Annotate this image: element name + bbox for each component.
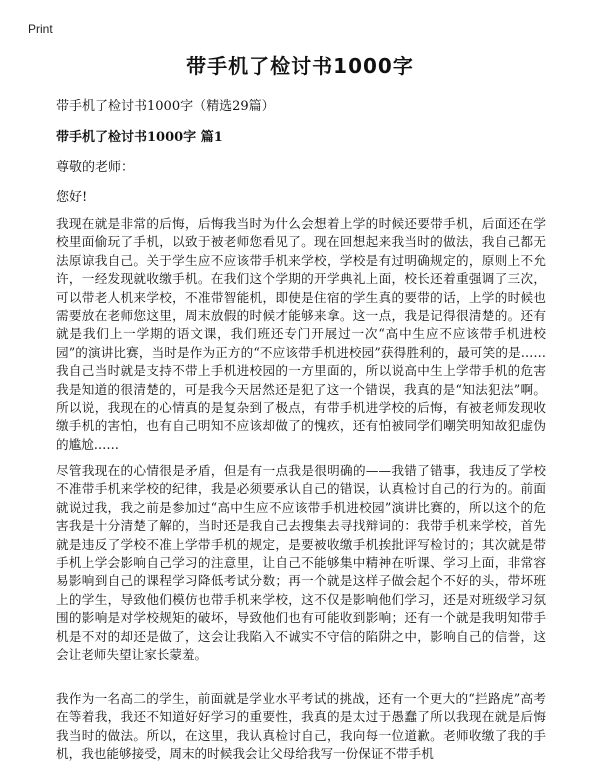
body-paragraph: 尽管我现在的心情很是矛盾，但是有一点我是很明确的——我错了错事，我违反了学校不准带手机来学校的纪律，我是必须要承认自己的错误，认真检讨自己的行为的。前面就说过我，我之前是参加过“高中生应不应该带手机进校园”演讲比赛的，所以这个的危害我是十分清楚了解的，当时还是我自己去搜集去寻找辩词的：我带手机来学校，首先就是违反了学校不准上学带手机的规定，是要被收缴手机挨批评写检讨的；其次就是带手机上学会影响自己学习的注意里，让自己不能够集中精神在听课、学习上面，非常容易影响到自己的课程学习降低考试分数；再一个就是这样子做会起个不好的头，带坏班上的学生，导致他们模仿也带手机来学校，这不仅是影响他们学习，还是对班级学习氛围的影响是对学校规矩的破坏，导致他们也有可能收到影响；还有一个就是我明知带手机是不对的却还是做了，这会让我陷入不诚实不守信的陷阱之中，影响自己的信誉，这会让老师失望让家长蒙羞。 [56,463,546,663]
document-title: 带手机了检讨书1000字 [186,54,414,78]
section-heading: 带手机了检讨书1000字 篇1 [56,130,223,145]
salutation: 尊敬的老师： [56,160,135,175]
document-subtitle: 带手机了检讨书1000字（精选29篇） [56,99,275,114]
print-link[interactable]: Print [28,22,53,36]
body-paragraph: 我作为一名高二的学生，前面就是学业水平考试的挑战，还有一个更大的“拦路虎”高考在等着我，我还不知道好好学习的重要性，我真的是太过于愚蠢了所以我现在就是后悔我当时的做法。所以，在这里，我认真检讨自己，我向每一位道歉。老师收缴了我的手机，我也能够接受，周末的时候我会让父母给我写一份保证不带手机 [56,691,546,762]
greeting: 您好! [56,190,88,205]
body-paragraph: 我现在就是非常的后悔，后悔我当时为什么会想着上学的时候还要带手机，后面还在学校里面偷玩了手机，以致于被老师您看见了。现在回想起来我当时的做法，我自己都无法原谅我自己。关于学生应不应该带手机来学校，学校是有过明确规定的，原则上不允许，一经发现就收缴手机。在我们这个学期的开学典礼上面，校长还着重强调了三次，可以带老人机来学校，不准带智能机，即使是住宿的学生真的要带的话，上学的时候也需要放在老师您这里，周末放假的时候才能够来拿。这一点，我是记得很清楚的。还有就是我们上一学期的语文课，我们班还专门开展过一次“高中生应不应该带手机进校园”的演讲比赛，当时是作为正方的“不应该带手机进校园”获得胜利的，最可笑的是……我自己当时就是支持不带上手机进校园的一方里面的，所以说高中生上学带手机的危害我是知道的很清楚的，可是我今天居然还是犯了这一个错误，我真的是“知法犯法”啊。所以说，我现在的心情真的是复杂到了极点，有带手机进学校的后悔，有被老师发现收缴手机的害怕，也有自己明知不应该却做了的愧疚，还有怕被同学们嘲笑明知故犯虚伪的尴尬…… [56,216,546,452]
